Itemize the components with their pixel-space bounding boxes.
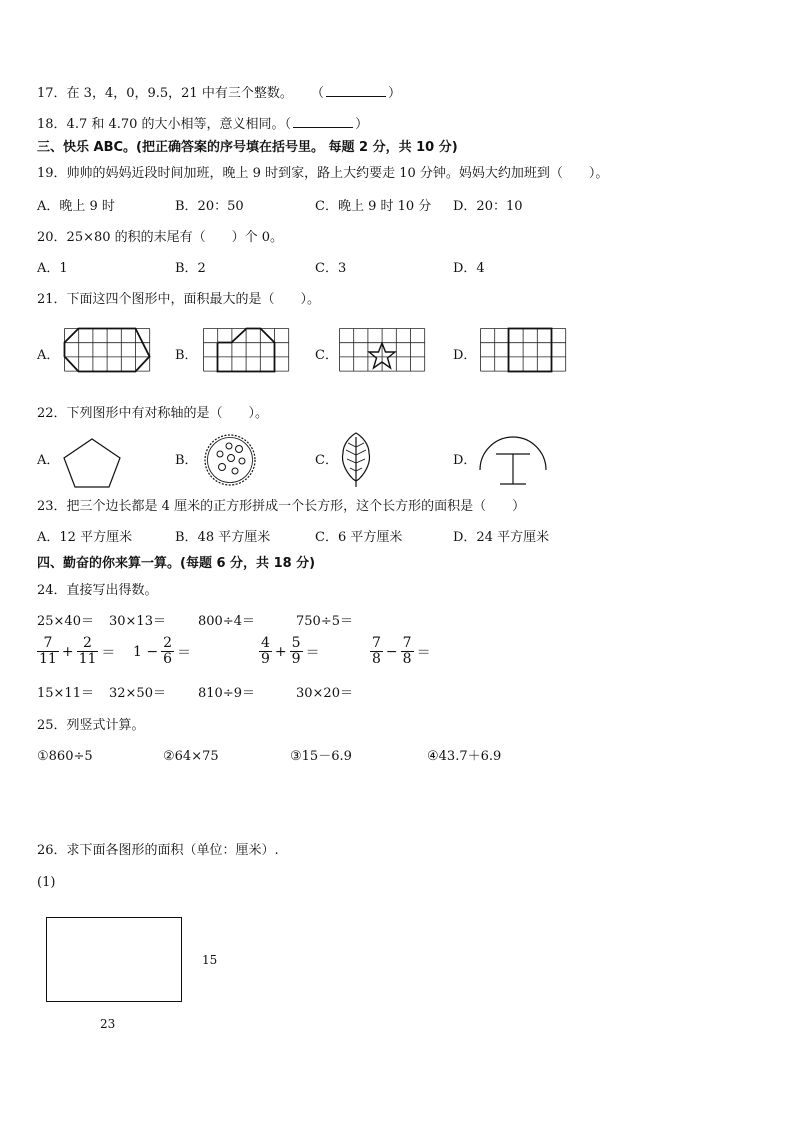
question-21-text: 21．下面这四个图形中，面积最大的是（ ）。: [37, 292, 321, 307]
question-18-text: 18．4.7 和 4.70 的大小相等，意义相同。: [37, 117, 285, 132]
vertical-calc-2: ②64×75: [163, 749, 219, 764]
q21-figure-c-star-grid: [339, 328, 425, 385]
q20-option-d[interactable]: D．4: [453, 261, 485, 276]
q21-option-b[interactable]: B．: [175, 348, 198, 363]
section-4-title: 四、勤奋的你来算一算。(每题 6 分，共 18 分): [37, 556, 316, 571]
fraction-calc-3: $\frac{4}{9}$ + $\frac{5}{9}$ ＝: [261, 635, 320, 667]
q22-arch-icon: [478, 432, 548, 488]
rectangle-height-label: 15: [202, 953, 218, 967]
fraction-calc-4: $\frac{7}{8}$ − $\frac{7}{8}$ ＝: [372, 635, 431, 667]
section-3-title: 三、快乐 ABC。(把正确答案的序号填在括号里。 每题 2 分，共 10 分): [37, 140, 458, 155]
q21-figure-b-house-grid: [203, 328, 289, 385]
q22-option-d[interactable]: D．: [453, 453, 477, 468]
question-26-sub-label: (1): [37, 875, 56, 890]
question-17: 17．在 3，4，0，9.5，21 中有三个整数。 （ ）: [37, 86, 402, 101]
q20-option-b[interactable]: B．2: [175, 261, 206, 276]
q23-option-b[interactable]: B．48 平方厘米: [175, 530, 271, 545]
vertical-calc-3: ③15－6.9: [290, 749, 352, 764]
question-24-text: 24．直接写出得数。: [37, 583, 158, 598]
q23-option-a[interactable]: A．12 平方厘米: [37, 530, 133, 545]
fraction-calc-1: $\frac{7}{11}$ + $\frac{2}{11}$ ＝: [39, 635, 116, 667]
calc-row3-item3: 810÷9＝: [198, 686, 255, 701]
q22-option-c[interactable]: C．: [315, 453, 338, 468]
answer-blank-18[interactable]: [293, 115, 353, 128]
q19-option-d[interactable]: D．20：10: [453, 199, 523, 214]
fraction-calc-2: 1 − $\frac{2}{6}$ ＝: [133, 635, 192, 667]
q22-pentagon-icon: [62, 437, 122, 489]
q22-option-b[interactable]: B．: [175, 453, 198, 468]
question-17-text: 17．在 3，4，0，9.5，21 中有三个整数。: [37, 86, 293, 101]
q22-leaf-icon: [339, 431, 373, 489]
calc-row3-item4: 30×20＝: [296, 686, 353, 701]
calc-row1-item3: 800÷4＝: [198, 614, 255, 629]
question-18: 18．4.7 和 4.70 的大小相等，意义相同。（ ）: [37, 117, 369, 132]
question-25-text: 25．列竖式计算。: [37, 718, 145, 733]
q21-figure-a-hexagon-grid: [64, 328, 150, 385]
question-22-text: 22．下列图形中有对称轴的是（ ）。: [37, 406, 269, 421]
rectangle-figure: [46, 917, 182, 1002]
q19-option-a[interactable]: A．晚上 9 时: [37, 199, 115, 214]
vertical-calc-4: ④43.7＋6.9: [427, 749, 502, 764]
q21-figure-d-rectangle-grid: [480, 328, 566, 385]
q19-option-c[interactable]: C．晚上 9 时 10 分: [315, 199, 432, 214]
q21-option-c[interactable]: C．: [315, 348, 338, 363]
question-23-text: 23．把三个边长都是 4 厘米的正方形拼成一个长方形，这个长方形的面积是（ ）: [37, 499, 526, 514]
calc-row3-item1: 15×11＝: [37, 686, 94, 701]
calc-row1-item1: 25×40＝: [37, 614, 94, 629]
question-20-text: 20．25×80 的积的末尾有（ ）个 0。: [37, 230, 284, 245]
q22-option-a[interactable]: A．: [37, 453, 60, 468]
q23-option-c[interactable]: C．6 平方厘米: [315, 530, 403, 545]
q20-option-c[interactable]: C．3: [315, 261, 347, 276]
q21-option-d[interactable]: D．: [453, 348, 477, 363]
q19-option-b[interactable]: B．20：50: [175, 199, 244, 214]
calc-row3-item2: 32×50＝: [109, 686, 166, 701]
rectangle-width-label: 23: [100, 1017, 116, 1031]
q21-option-a[interactable]: A．: [37, 348, 60, 363]
answer-blank-17[interactable]: [326, 84, 386, 97]
q23-option-d[interactable]: D．24 平方厘米: [453, 530, 550, 545]
vertical-calc-1: ①860÷5: [37, 749, 93, 764]
q22-cookie-icon: [202, 432, 258, 488]
q20-option-a[interactable]: A．1: [37, 261, 68, 276]
question-26-text: 26．求下面各图形的面积（单位：厘米）.: [37, 843, 279, 858]
question-19-text: 19．帅帅的妈妈近段时间加班，晚上 9 时到家，路上大约要走 10 分钟。妈妈大约加班到（ ）。: [37, 166, 609, 181]
calc-row1-item2: 30×13＝: [109, 614, 166, 629]
calc-row1-item4: 750÷5＝: [296, 614, 353, 629]
